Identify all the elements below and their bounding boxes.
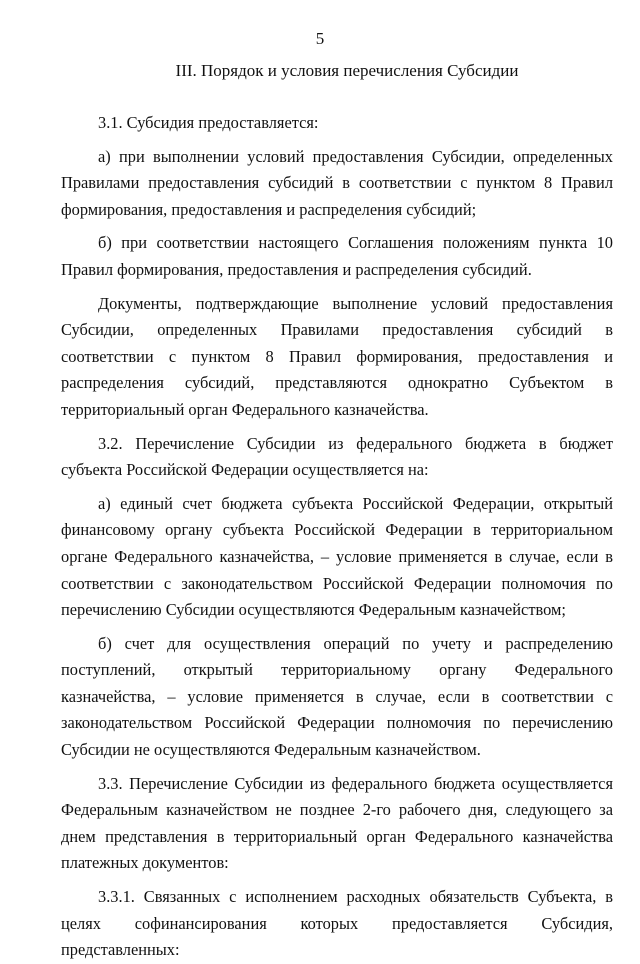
document-body <box>61 110 613 964</box>
paragraph-3-2: 3.2. Перечисление Субсидии из федерального бюджета в бюджет субъекта Российской Федерации осуществляется на: <box>61 433 613 480</box>
paragraph-3-2-a: а) единый счет бюджета субъекта Российской Федерации, открытый финансовому органу субъекта Российской Федерации в территориальном органе Федерального казначейства, – условие применяется в случае, если в соответствии с законодательством Российской Федерации полномочия по перечислению Субсидии осуществляются Федеральным казначейством; <box>61 493 613 620</box>
section-title: III. Порядок и условия перечисления Субсидии <box>175 61 519 80</box>
paragraph-3-2-b: б) счет для осуществления операций по учету и распределению поступлений, открытый территориальному органу Федерального казначейства, – условие применяется в случае, если в соответствии с законодательством Российской Федерации полномочия по перечислению Субсидии не осуществляются Федеральным казначейством. <box>61 633 613 760</box>
paragraph-3-1: 3.1. Субсидия предоставляется: <box>98 113 319 132</box>
paragraph-3-1-a: а) при выполнении условий предоставления Субсидии, определенных Правилами предоставления субсидий в соответствии с пунктом 8 Правил формирования, предоставления и распределения субсидий; <box>61 146 613 219</box>
paragraph-3-3-1: 3.3.1. Связанных с исполнением расходных обязательств Субъекта, в целях софинансирования которых предоставляется Субсидия, представленных: <box>61 887 613 960</box>
paragraph-3-3: 3.3. Перечисление Субсидии из федерального бюджета осуществляется Федеральным казначейством не позднее 2-го рабочего дня, следующего за днем представления в территориальный орган Федерального казначейства платежных документов: <box>61 773 613 873</box>
paragraph-documents: Документы, подтверждающие выполнение условий предоставления Субсидии, определенных Правилами предоставления субсидий в соответствии с пунктом 8 Правил формирования, предоставления и распределения субсидий, представляются однократно Субъектом в территориальный орган Федерального казначейства. <box>61 293 613 419</box>
paragraph-3-1-b: б) при соответствии настоящего Соглашения положениям пункта 10 Правил формирования, предоставления и распределения субсидий. <box>61 233 613 279</box>
page-number: 5 <box>315 29 325 48</box>
